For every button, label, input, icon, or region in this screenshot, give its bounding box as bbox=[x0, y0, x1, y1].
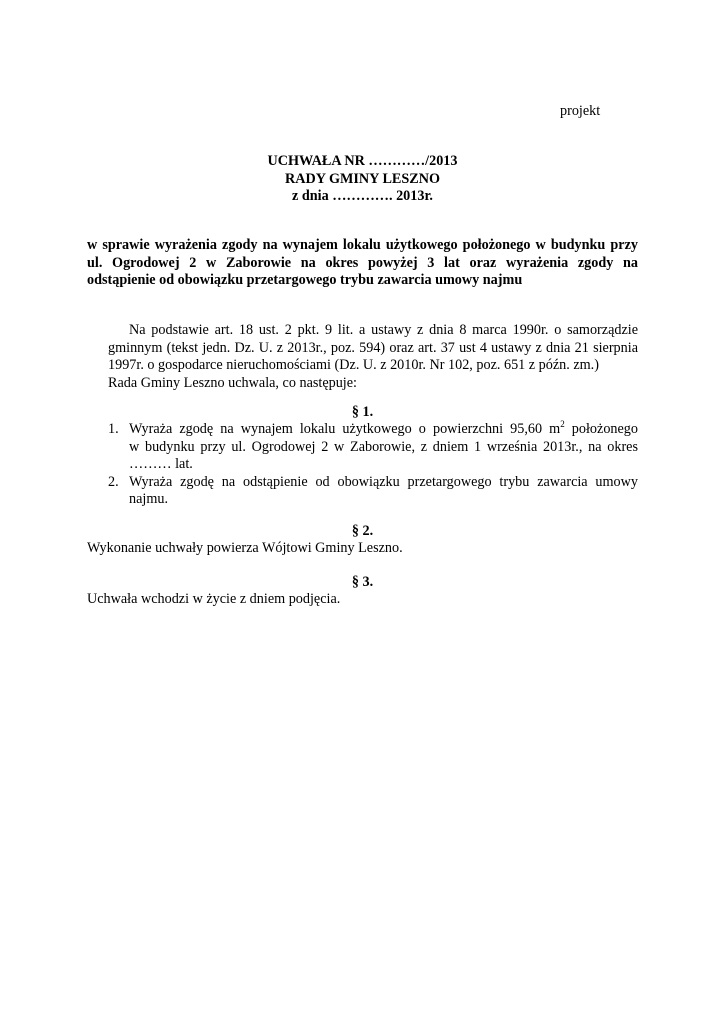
resolution-subject bbox=[87, 237, 638, 290]
list-item-line: najmu. bbox=[129, 491, 169, 507]
section-2-heading: § 2. bbox=[351, 523, 374, 539]
legal-basis-line: gminnym (tekst jedn. Dz. U. z 2013r., poz. 594) oraz art. 37 ust 4 ustawy z dnia 21 sierpnia bbox=[108, 339, 638, 356]
list-item bbox=[87, 474, 638, 509]
draft-label: projekt bbox=[560, 103, 601, 119]
council-name: RADY GMINY LESZNO bbox=[284, 170, 441, 187]
subject-line: ul. Ogrodowej 2 w Zaborowie na okres powyżej 3 lat oraz wyrażenia zgody na bbox=[87, 254, 638, 271]
list-item-number: 2. bbox=[108, 473, 119, 490]
list-item-line: ……… lat. bbox=[129, 456, 193, 472]
section-3-heading: § 3. bbox=[351, 574, 374, 590]
list-item-line: w budynku przy ul. Ogrodowej 2 w Zaborowie, z dniem 1 września 2013r., na okres bbox=[129, 438, 638, 455]
legal-basis-line: 1997r. o gospodarce nieruchomościami (Dz. U. z 2010r. Nr 102, poz. 651 z późn. zm.) bbox=[108, 357, 599, 373]
section-3-text: Uchwała wchodzi w życie z dniem podjęcia. bbox=[87, 591, 341, 607]
subject-line: odstąpienie od obowiązku przetargowego trybu zawarcia umowy najmu bbox=[87, 272, 523, 288]
list-item bbox=[87, 421, 638, 474]
resolution-number: UCHWAŁA NR …………/2013 bbox=[267, 153, 458, 169]
section-1-heading: § 1. bbox=[351, 404, 374, 420]
superscript: 2 bbox=[560, 419, 565, 429]
legal-basis-line: Na podstawie art. 18 ust. 2 pkt. 9 lit. a ustawy z dnia 8 marca 1990r. o samorządzie bbox=[129, 322, 638, 338]
resolution-date: z dnia …………. 2013r. bbox=[292, 188, 433, 204]
list-item-text: Wyraża zgodę na wynajem lokalu użytkowego o powierzchni 95,60 m bbox=[129, 421, 561, 437]
legal-basis bbox=[87, 322, 638, 392]
resolution-title bbox=[87, 153, 638, 206]
subject-line: w sprawie wyrażenia zgody na wynajem lokalu użytkowego położonego w budynku przy bbox=[87, 237, 638, 253]
list-item-number: 1. bbox=[108, 421, 119, 437]
section-2-text: Wykonanie uchwały powierza Wójtowi Gminy Leszno. bbox=[87, 540, 403, 556]
list-item-line bbox=[129, 421, 638, 439]
list-item-line: Wyraża zgodę na odstąpienie od obowiązku przetargowego trybu zawarcia umowy bbox=[129, 473, 638, 490]
section-1-list bbox=[87, 421, 638, 509]
list-item-text: położonego bbox=[564, 421, 638, 437]
resolution-statement: Rada Gminy Leszno uchwala, co następuje: bbox=[108, 374, 357, 391]
